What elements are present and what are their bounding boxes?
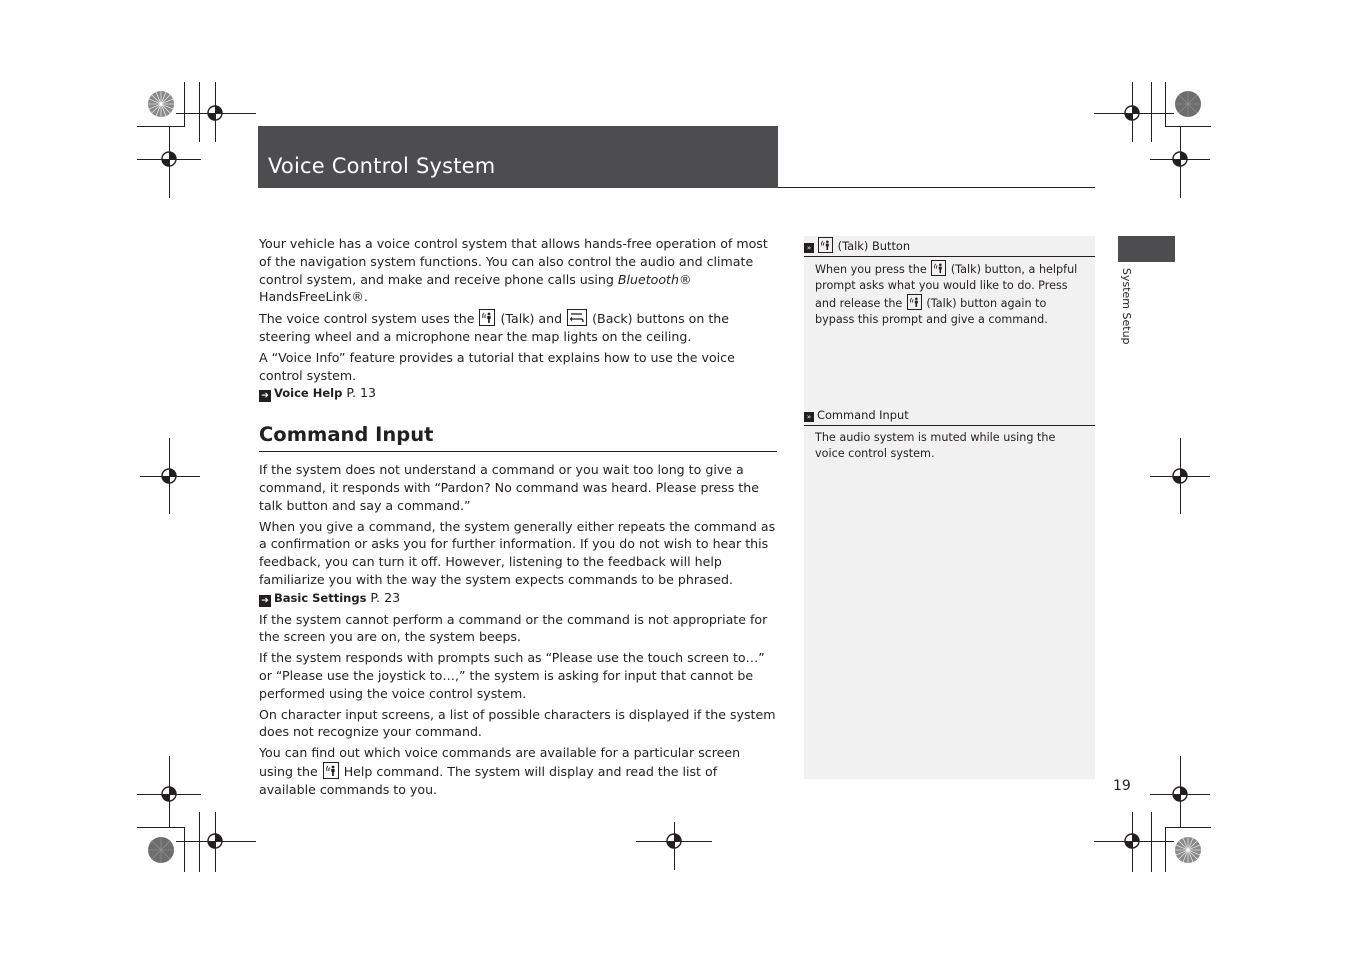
registration-target-icon (663, 830, 685, 852)
star-target-icon (147, 836, 175, 864)
chapter-tab (1118, 236, 1175, 262)
registration-target-icon (158, 783, 180, 805)
intro-paragraph-2: The voice control system uses the (Talk) and (Back) buttons on the steering wheel and a microphone near the map lights on the ceiling. (259, 311, 730, 344)
registration-target-icon (1169, 783, 1191, 805)
header-rule (778, 187, 1095, 188)
xref-page: P. 13 (342, 385, 377, 401)
section-paragraph-1: If the system does not understand a command or you wait too long to give a command, it responds with “Pardon? No command was heard. Please press the talk button and say a command.” (259, 462, 759, 513)
xref-voice-help[interactable] (259, 384, 777, 403)
bluetooth-italic: Bluetooth (617, 271, 679, 287)
xref-basic-settings[interactable] (259, 589, 777, 608)
xref-target[interactable]: Voice Help (274, 386, 343, 401)
xref-page: P. 23 (366, 589, 401, 605)
registration-target-icon (204, 102, 226, 124)
registration-target-icon (204, 830, 226, 852)
section-paragraph-6: You can find out which voice commands are available for a particular screen using the Help command. The system will display and read the list of available commands to you. (259, 745, 741, 797)
star-target-icon (147, 90, 175, 118)
note-body-command-input: The audio system is muted while using the voice control system. (815, 431, 1056, 460)
page-title-bar (258, 126, 778, 188)
sidebar-notes (804, 236, 1095, 779)
section-paragraph-3: If the system cannot perform a command or the command is not appropriate for the screen you are on, the system beeps. (259, 611, 768, 645)
section-paragraph-2: When you give a command, the system generally either repeats the command as a confirmation or asks you for further information. If you do not wish to hear this feedback, you can turn it off. However, listening to the feedback will help familiarize you with the way the system expects commands to be phrased. (259, 518, 776, 587)
xref-arrow-icon: ➔ (259, 595, 271, 607)
xref-target[interactable]: Basic Settings (274, 590, 367, 605)
star-target-icon (1174, 90, 1202, 118)
intro-paragraph-1: Your vehicle has a voice control system that allows hands-free operation of most of the navigation system functions. You can also control the audio and climate control system, and make and receive phone calls using Bluetooth® HandsFreeLink®. (259, 236, 768, 305)
talk-icon (818, 237, 833, 253)
section-paragraph-5: On character input screens, a list of possible characters is displayed if the system does not recognize your command. (259, 706, 776, 740)
talk-icon (323, 762, 339, 779)
registration-target-icon (1169, 465, 1191, 487)
talk-icon (907, 294, 922, 310)
page-number: 19 (1113, 778, 1131, 794)
back-icon (567, 309, 587, 326)
note-heading-talk-button: » (Talk) Button (804, 236, 1095, 257)
talk-icon (931, 260, 946, 276)
star-target-icon (1174, 836, 1202, 864)
registration-target-icon (158, 148, 180, 170)
page-title: Voice Control System (268, 154, 496, 178)
section-body (259, 461, 777, 798)
chapter-label: System Setup (1120, 268, 1133, 345)
note-body-talk-button: When you press the (Talk) button, a helpful prompt asks what you would like to do. Press and release the (Talk) button again to bypass this prompt and give a command. (815, 260, 1087, 328)
main-content (259, 235, 777, 802)
section-title: Command Input (259, 423, 777, 452)
note-marker-icon: » (804, 243, 814, 253)
section-paragraph-4: If the system responds with prompts such as “Please use the touch screen to…” or “Please use the joystick to…,” the system is asking for input that cannot be performed using the voice control system. (259, 650, 765, 701)
note-heading-command-input: » Command Input (804, 405, 1095, 426)
registration-target-icon (1121, 102, 1143, 124)
registration-target-icon (158, 465, 180, 487)
registration-target-icon (1121, 830, 1143, 852)
note-marker-icon: » (804, 412, 814, 422)
registration-target-icon (1169, 148, 1191, 170)
intro-paragraph-3: A “Voice Info” feature provides a tutorial that explains how to use the voice control system. (259, 349, 735, 383)
xref-arrow-icon: ➔ (259, 390, 271, 402)
talk-icon (479, 309, 495, 326)
